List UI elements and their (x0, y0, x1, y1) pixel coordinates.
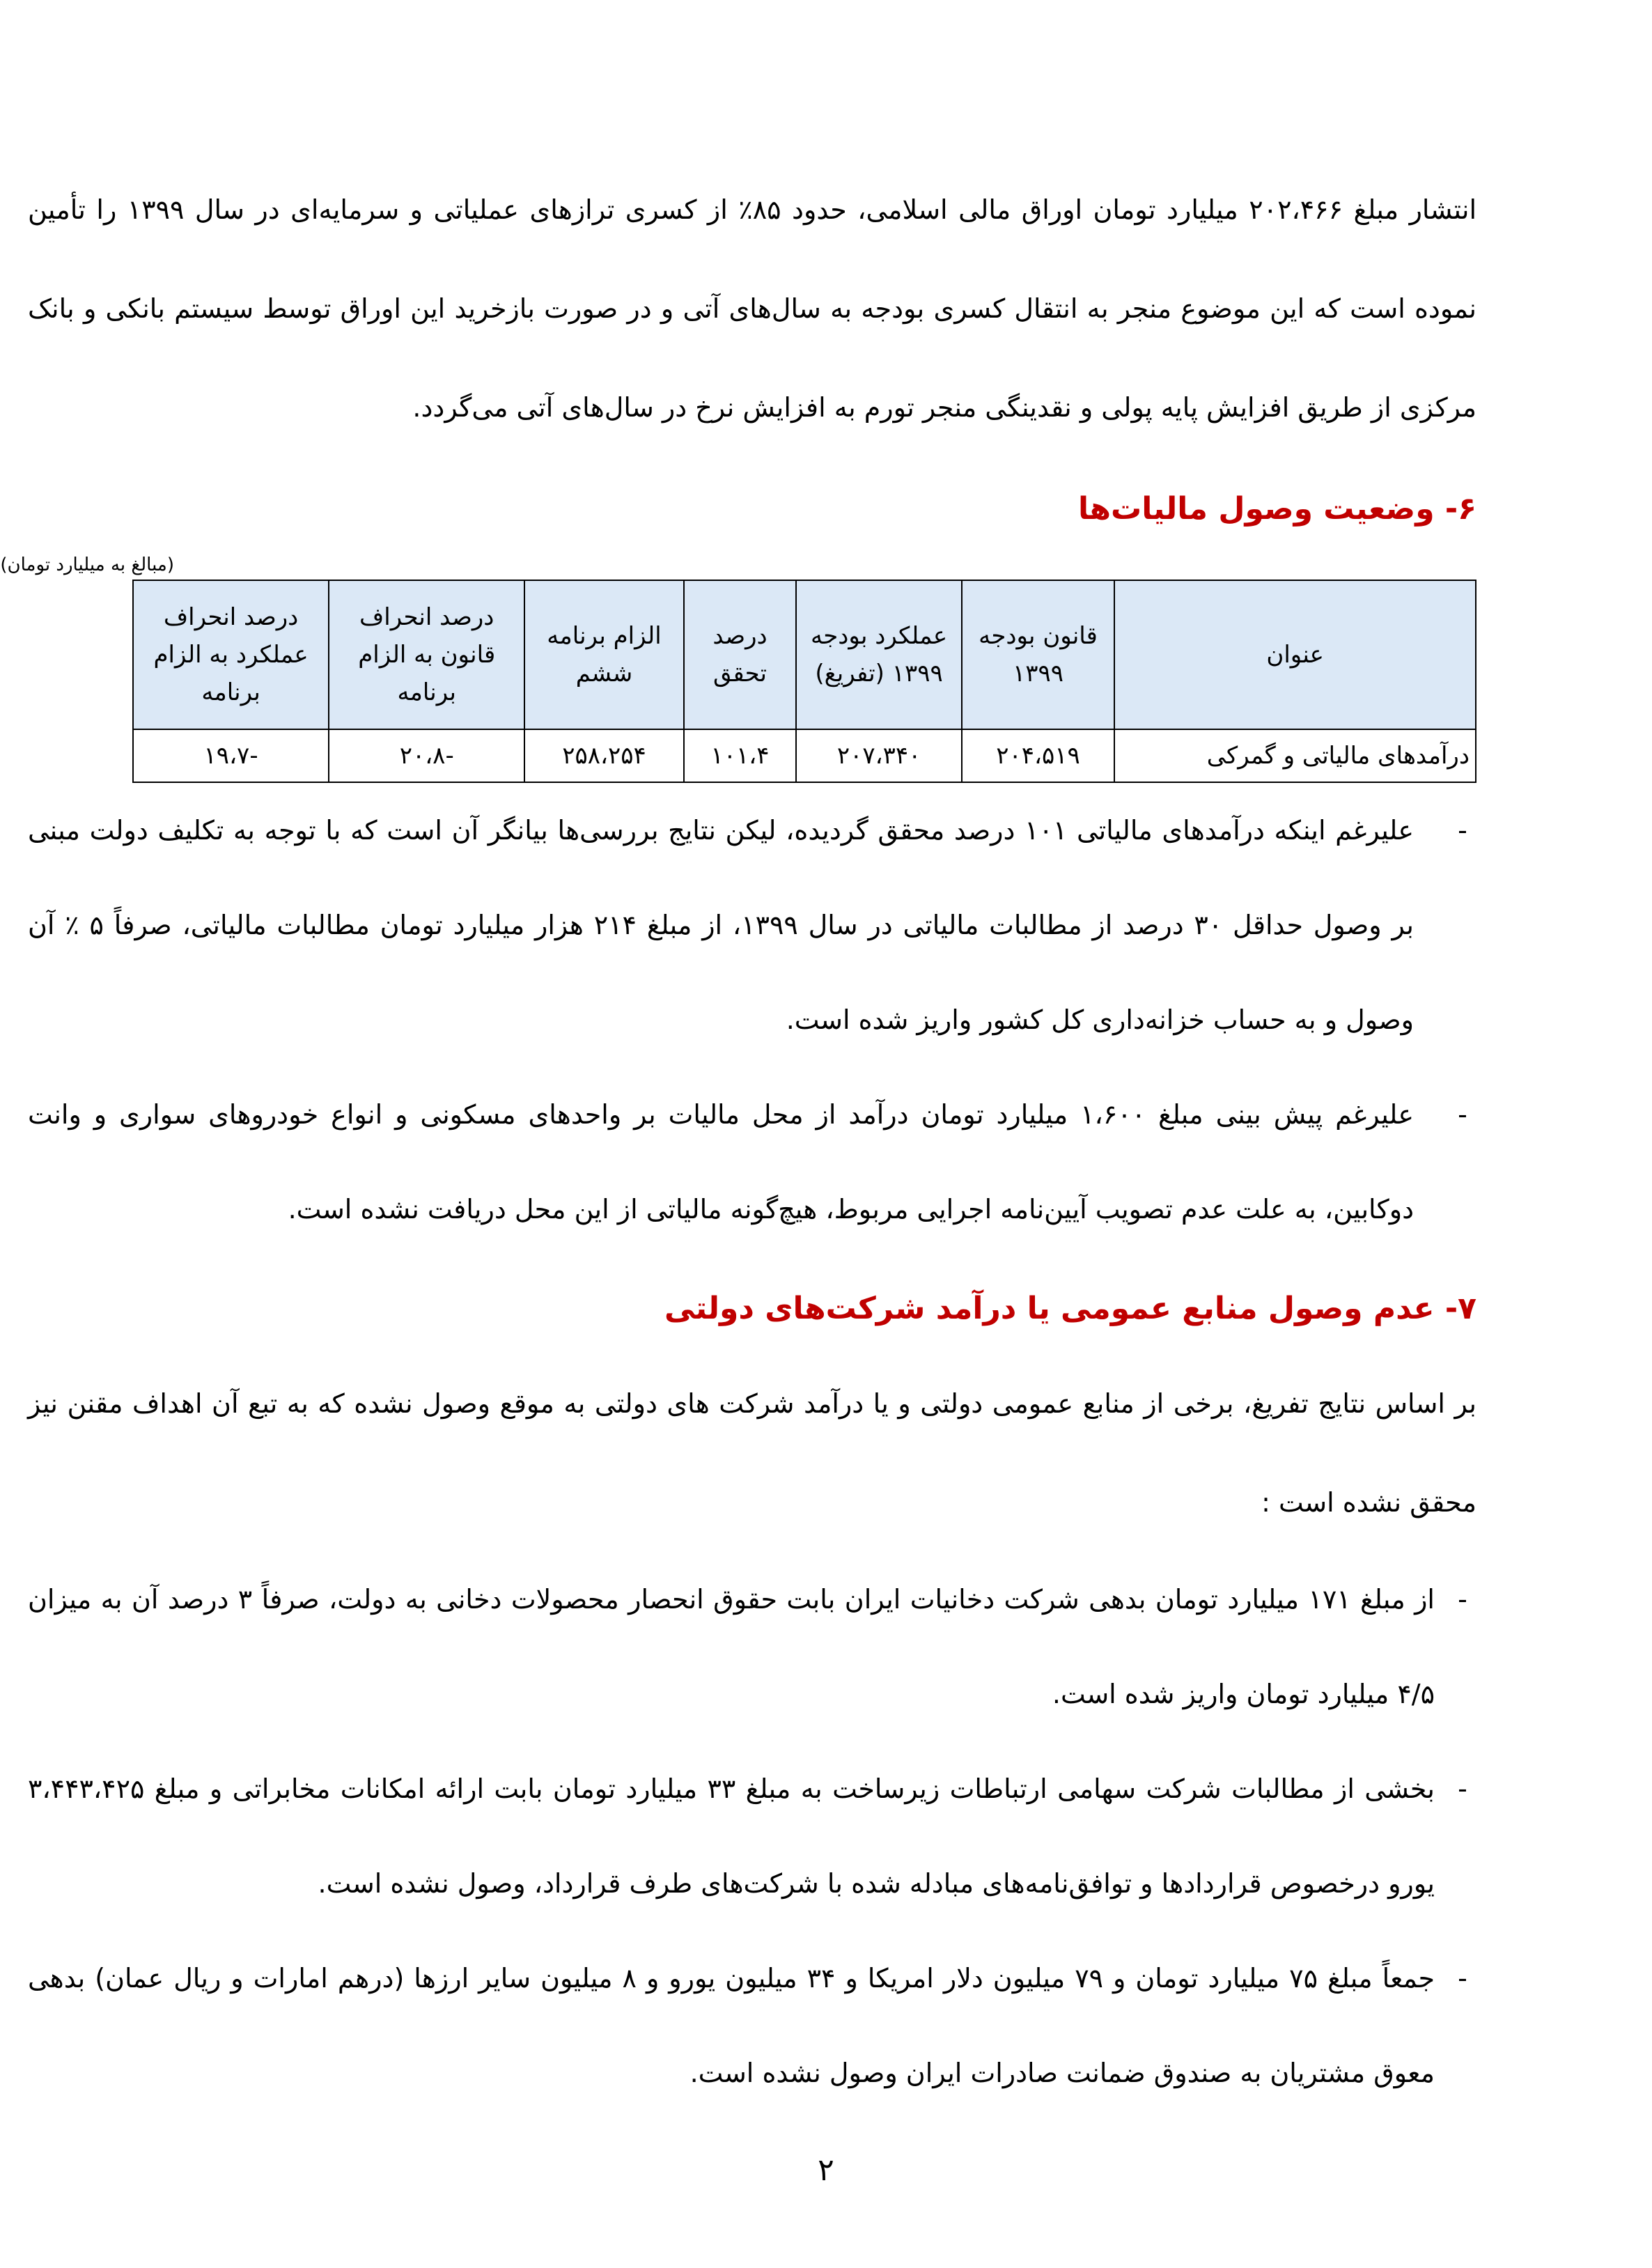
table-header-row (133, 580, 1476, 729)
unit-note: (مبالغ به میلیارد تومان) (0, 554, 174, 575)
section-7-bullets (28, 1552, 1476, 2120)
table-header-cell: عنوان (1114, 580, 1476, 729)
list-item-text: علیرغم پیش بینی مبلغ ۱،۶۰۰ میلیارد تومان درآمد از محل مالیات بر واحدهای مسکونی و انواع خودروهای سواری و وانت دوکابین، به علت عدم تصویب آیین‌نامه اجرایی مربوط، هیچ‌گونه مالیاتی از این محل دریافت نشده است. (28, 1099, 1414, 1225)
table-header-cell: درصد تحقق (684, 580, 797, 729)
table-header-cell: الزام برنامه ششم (524, 580, 683, 729)
table-header-cell: عملکرد بودجه ۱۳۹۹ (تفریغ) (796, 580, 961, 729)
table-header-cell: درصد انحراف عملکرد به الزام برنامه (133, 580, 329, 729)
list-item (28, 1552, 1476, 1741)
bullet-dash: - (1458, 815, 1467, 846)
page-number: ۲ (818, 2152, 834, 2188)
list-item (28, 783, 1476, 1067)
intro-paragraph: انتشار مبلغ ۲۰۲،۴۶۶ میلیارد تومان اوراق مالی اسلامی، حدود ۸۵٪ از کسری ترازهای عملیاتی و سرمایه‌ای در سال ۱۳۹۹ را تأمین نموده است که این موضوع منجر به انتقال کسری بودجه به سال‌های آتی و در صورت بازخرید این اوراق توسط سیستم بانکی و بانک مرکزی از طریق افزایش پایه پولی و نقدینگی منجر تورم به افزایش نرخ در سال‌های آتی می‌گردد. (28, 194, 1477, 423)
bullet-dash: - (1458, 1584, 1467, 1615)
bullet-dash: - (1458, 1963, 1467, 1994)
table-cell: -۲۰،۸ (329, 729, 524, 782)
section-7-paragraph: بر اساس نتایج تفریغ، برخی از منابع عمومی دولتی و یا درآمد شرکت های دولتی به موقع وصول نشده که به تبع آن اهداف مقنن نیز محقق نشده است : (28, 1388, 1476, 1518)
list-item-text: علیرغم اینکه درآمدهای مالیاتی ۱۰۱ درصد محقق گردیده، لیکن نتایج بررسی‌ها بیانگر آن است که با توجه به تکلیف دولت مبنی بر وصول حداقل ۳۰ درصد از مطالبات مالیاتی در سال ۱۳۹۹، از مبلغ ۲۱۴ هزار میلیارد تومان مطالبات مالیاتی، صرفاً ۵ ٪ آن وصول و به حساب خزانه‌داری کل کشور واریز شده است. (28, 815, 1415, 1035)
list-item-text: جمعاً مبلغ ۷۵ میلیارد تومان و ۷۹ میلیون دلار امریکا و ۳۴ میلیون یورو و ۸ میلیون سایر ارزها (درهم امارات و ریال عمان) بدهی معوق مشتریان به صندوق ضمانت صادرات ایران وصول نشده است. (28, 1963, 1435, 2088)
section-7-heading: ۷- عدم وصول منابع عمومی یا درآمد شرکت‌های دولتی (664, 1291, 1476, 1326)
table-cell: ۲۰۷،۳۴۰ (796, 729, 961, 782)
table-cell: ۱۰۱،۴ (684, 729, 797, 782)
table-cell: -۱۹،۷ (133, 729, 329, 782)
list-item (28, 1931, 1476, 2120)
tax-revenue-table (132, 580, 1476, 783)
table-row (133, 729, 1476, 782)
list-item-text: از مبلغ ۱۷۱ میلیارد تومان بدهی شرکت دخانیات ایران بابت حقوق انحصار محصولات دخانی به دولت، صرفاً ۳ درصد آن به میزان ۴/۵ میلیارد تومان واریز شده است. (28, 1584, 1435, 1709)
table-cell: ۲۵۸،۲۵۴ (524, 729, 683, 782)
section-6-heading: ۶- وضعیت وصول مالیات‌ها (1078, 491, 1476, 527)
table-cell: ۲۰۴،۵۱۹ (962, 729, 1114, 782)
bullet-dash: - (1458, 1773, 1467, 1804)
list-item (28, 1067, 1476, 1257)
document-page (0, 160, 1477, 2120)
table-header-cell: قانون بودجه ۱۳۹۹ (962, 580, 1114, 729)
bullet-dash: - (1458, 1099, 1467, 1130)
list-item (28, 1741, 1476, 1931)
table-header-cell: درصد انحراف قانون به الزام برنامه (329, 580, 524, 729)
section-6-bullets (28, 783, 1476, 1257)
table-cell: درآمدهای مالیاتی و گمرکی (1114, 729, 1476, 782)
list-item-text: بخشی از مطالبات شرکت سهامی ارتباطات زیرساخت به مبلغ ۳۳ میلیارد تومان بابت ارائه امکانات مخابراتی و مبلغ ۳،۴۴۳،۴۲۵ یورو درخصوص قراردادها و توافق‌نامه‌های مبادله شده با شرکت‌های طرف قرارداد، وصول نشده است. (28, 1773, 1435, 1899)
